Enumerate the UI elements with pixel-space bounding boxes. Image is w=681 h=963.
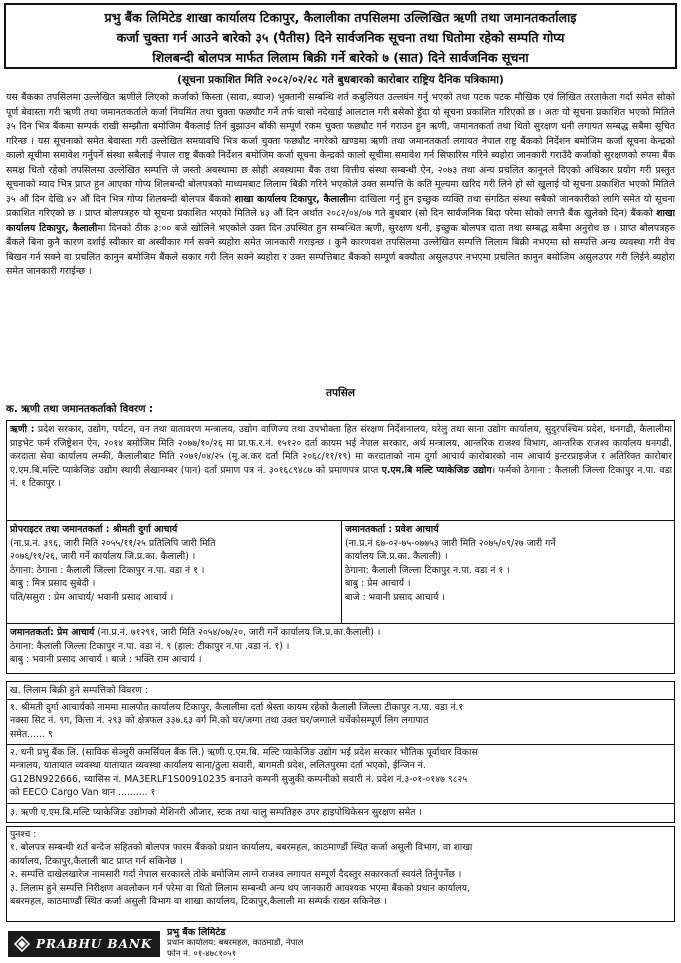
bank-name: प्रभु बैंक लिमिटेड (167, 927, 226, 938)
property-line: को EECO Cargo Van थान .......... १ (10, 787, 156, 799)
bank-info (167, 927, 303, 960)
property-line: ३. ऋणी ए.एम.बि.मल्टि प्याकेजिङ उद्योगको मेशिनरी औजार, स्टक तथा चालु सम्पतिहरु उपर हाइपोथिकेसन सुरक्षण समेत । (10, 807, 422, 818)
intro-text-2: मा दाखिला गर्नु हुन इच्छुक व्यक्ति तथा संगठित संस्था सबैको जानकारीको लागि समेत यो सूचना प्रकाशित गरिएको छ । प्राप्त बोलपत्रहरु यो सूचना प्रकाशित भएको मितिले ४३ औं दिन अर्थात २०८२/०४/०७ गते बुधबार (सो दिन सार्वजनिक बिदा परेमा सोको लगत्तै बैंक खुलेको दिन) बैंकको (6, 193, 675, 219)
header-line-3: शिलबन्दी बोलपत्र मार्फत लिलाम बिक्री गर्ने बारेको ७ (सात) दिने सार्वजनिक सूचना (152, 50, 529, 65)
intro-text-1: यस बैंकका तपसिलमा उल्लेखित ऋणीले लिएको कर्जाको किस्ता (सावा, ब्याज) भुक्तानी सम्बन्धि शर्त कबुलियत उल्लघंन गर्नु भएको तथा पटक पटक मौखिक एवं लिखित तरताकेता गर्दा समेत सोको पूर्ण बेवास्ता गरी ऋणी तथा जमानतकर्ताले कर्जा नियमित तथा चुक्ता फछ्यौट गर्ने तर्फ चासो नदेखाई आलटाल गरी बसेको हुँदा यो सूचना प्रकाशित गरिएको छ । अतः यो सूचना प्रकाशित भएको मितिले ३५ दिन भित्र बैंकमा सम्पर्क राखी सम्झौता बमोजिम बैंकलाई तिर्न बुझाउन बाँकी सम्पूर्ण रकम चुक्ता फछ्यौट गर्न गराउन हुन ऋणी, जमानतकर्ता तथा धितो सुरक्षण धनी लगायत सम्बद्ध सबैमा सूचित गरिन्छ । यस सूचनाको समेत बेवास्ता गरी उल्लेखित समयावधि भित्र कर्जा चुक्ता फछ्यौट नगरेको खण्डमा ऋणी तथा जमानतकर्ता लगायत नेपाल राष्ट्र बैंकको निर्देशन बमोजिम कर्जा सूचना केन्द्रको कालो सूचीमा समावेश गर्नुपर्ने संस्था सबैलाई नेपाल राष्ट्र बैंकको निर्देशन बमोजिम कर्जा सूचना केन्द्रको कालो सूचीमा समावेश गर्न सिफारिस गरिने ब्यहोरा जानकारी गराउँदै कर्जाको सुरक्षणको रुपमा बैंक समक्ष धितो रहेको तपसिलमा उल्लेखित सम्पत्ति जे जस्तो अवस्थामा छ सोही अवस्थामा बैंक तथा वित्तीय संस्था सम्बन्धी ऐन, २०७३ तथा अन्य प्रचलित कानूनले दिएको अधिकार प्रयोग गरी प्रस्तुत सूचनाको म्याद भित्र प्राप्त हुन आएका गोप्य शिलबन्दी बोलपत्रको माध्यमबाट लिलाम बिक्री गरिने भएकोले उक्त सम्पत्ति के कति मूल्यमा खरिद गरी लिने हो सो खुलाई यो सूचना प्रकाशित भएको मितिले ३५ औं दिन देखि ४२ औं दिन भित्र गोप्य शिलबन्दी बोलपत्र बैंकको (6, 92, 675, 205)
guarantor-1-line: (ना.प्र.नं ६७-०२-७५-०७७५३ जारी मिति २०७५/०९/२७ जारी गर्ने (345, 537, 556, 549)
section-kh-title: ख. लिलाम बिक्री हुने सम्पत्तिको विवरण : (10, 685, 148, 696)
branch-name-1: शाखा कार्यालय टिकापुर, कैलाली (234, 193, 349, 205)
branch-name-2: शाखा कार्यालय टिकापुर, कैलाली (6, 208, 675, 234)
guarantor-1-cell (345, 523, 673, 620)
borrower-text: प्रदेश सरकार, उद्योग, पर्यटन, वन तथा वातावरण मन्त्रालय, उद्योग वाणिज्य तथा उपभोक्ता हित संरक्षण निर्देशनालय, घरेलु तथा साना उद्योग कार्यालय, सुदुरपश्चिम प्रदेश, धनगढी, कैलालीमा प्राइभेट फर्म रजिष्ट्रेशन ऐन, २०१४ बमोजिम मिति २०७७/१०/२६ मा प्रा.फ.र.नं. १५१२० दर्ता कायम भई नेपाल सरकार, अर्थ मन्त्रालय, आन्तरिक राजश्व विभाग, आन्तरिक राजश्व कार्यालय धनगढी, करदाता सेवा कार्यालय लम्की, कैलालीबाट मिति २०७१/०४/२५ (मु.अ.कर दर्ता मिति २०६८/११/१९) मा करदाताको नाम दुर्गा आचार्य कारोबारको नाम आचार्य इन्टरप्राइजेज र अतिरिक्त कारोबार ए.एम.बि.मल्टि प्याकेजिङ उद्योग स्थायी लेखानम्बर (पान) दर्ता प्रमाण पत्र नं. ३०१६८९४८७ को प्रमाणपत्र प्राप्त (10, 424, 672, 476)
head-office: प्रधान कार्यालय: बबरमहल, काठमाडौं, नेपाल (167, 938, 304, 948)
proprietor-line: (ना.प्र.नं. ३९६, जारी मिति २०५५/११/२५ प्रतिलिपि जारी मिति (10, 537, 216, 549)
notice-header (4, 3, 677, 69)
property-item-2 (10, 746, 672, 802)
bank-emblem-icon (14, 936, 30, 952)
proprietor-cell (10, 523, 338, 620)
proprietor-father: बाबु : मित्र प्रसाद सुबेदी । (10, 578, 96, 590)
property-line: १. श्रीमती दुर्गा आचार्यको नाममा मालपोत कार्यालय टिकापुर, कैलालीमा दर्ता श्रेस्ता कायम रहेको कैलाली जिल्ला टीकापुर न.पा. वडा नं.१ (10, 702, 464, 713)
guarantor-1-father: बाबु : प्रेम आचार्य । (345, 578, 411, 590)
guarantor-2-id: (ना.प्र.नं. ७१२९१, जारी मिति २०५४/०७/२०, जारी गर्ने कार्यालय जि.प्र.का.कैलाली) । (94, 627, 381, 638)
header-line-1: प्रभु बैंक लिमिटेड शाखा कार्यालय टिकापुर, कैलालीका तपसिलमा उल्लिखित ऋणी तथा जमानतकर्तालाइ (104, 10, 577, 25)
postscript-note: १. बोलपत्र सम्बन्धी शर्त बन्देज सहितको बोलपत्र फारम बैंकको प्रधान कार्यालय, बबरमहल, काठमाण्डौं स्थित कर्जा असुली विभाग, वा शाखा (10, 842, 473, 854)
proprietor-spouse: पति/ससुरा : प्रेम आचार्य/ भवानी प्रसाद आचार्य । (10, 591, 174, 603)
guarantor-2-cell (10, 626, 672, 672)
guarantor-2-address: ठेगाना: कैलाली जिल्ला टिकापुर न.पा. वडा नं. ९ (हाल: टीकापुर न.पा .वडा नं. १) । (10, 640, 290, 652)
postscript-title: पुनश्च : (10, 829, 37, 840)
borrower-cell (10, 423, 672, 517)
intro-paragraph (6, 91, 675, 381)
guarantor-2-relatives: बाबु : भवानी प्रसाद आचार्य । बाजे : भक्ति राम आचार्य । (10, 654, 202, 666)
divider (6, 803, 675, 804)
property-item-3 (10, 806, 672, 821)
divider (6, 623, 675, 624)
guarantor-1-grandfather: बाजे : भवानी प्रसाद आचार्य । (345, 591, 445, 603)
borrower-firm-name: ए.एम.बि मल्टि प्याकेजिङ उद्योग (381, 464, 492, 476)
proprietor-line: २०७६/११/२६, जारी गर्ने कार्यालय जि.प्र.का. कैलाली) । (10, 551, 196, 563)
guarantor-2-line (10, 626, 672, 640)
phone-number: फोन नं. ०१-४७८१०५१ (167, 949, 237, 959)
divider (6, 744, 675, 745)
publication-note: (सूचना प्रकाशित मिति २०८२/०२/२८ गते बुधबारको कारोबार राष्ट्रिय दैनिक पत्रिकामा) (177, 74, 504, 86)
logo-text: PRABHU BANK (36, 937, 153, 951)
property-line: नक्सा सिट नं. ९ग, कित्ता नं. २९३ को क्षेत्रफल ३३७.६३ वर्ग मि.को घर/जग्गा तथा उक्त घर/जग्गाले चर्चेकोसम्पूर्ण लिग लगापात (10, 715, 429, 727)
postscript-note: २. सम्पत्ति दाखेलखारेज नामसारी गर्दा नेपाल सरकारले तोके बमोजिम लाग्ने राजश्व लगायत सम्पूर्ण दैदस्तुर सकारकर्ता स्वयंले तिर्नुपर्नेछ । (10, 869, 462, 881)
guarantor-1-line: कार्यालय जि.प्र.का. कैलाली) । (345, 551, 448, 563)
header-line-2: कर्जा चुक्ता गर्न आउने बारेको ३५ (पैतीस) दिने सार्वजनिक सूचना तथा धितोमा रहेको सम्पति गोप्य (116, 30, 565, 45)
proprietor-title: प्रोपराइटर तथा जमानतकर्ता : श्रीमती दुर्गा आचार्य (10, 524, 178, 535)
property-line: G12BN922666, च्यासिस नं. MA3ERLF1S00910235 बनाउने कम्पनी सुजुकी कम्पनीको सवारी नं. प्रदेश नं.३-०१-०१४७ ९८२५ (10, 773, 468, 785)
postscript (10, 828, 672, 920)
postscript-note: बबरमहल, काठमाण्डौं स्थित कर्जा असुली विभाग वा शाखा कार्यालय, टिकापुर,कैलाली मा सम्पर्क राख्न सकिनेछ । (10, 896, 387, 908)
tapsil-heading: तपसिल (326, 387, 355, 399)
postscript-note: कार्यालय, टिकापुर,कैलाली बाट प्राप्त गर्न सकिनेछ । (10, 855, 183, 867)
property-line: समेत...... ९ (10, 728, 53, 740)
property-line: २. धनी प्रभु बैंक लि. (साविक सेञ्चुरी कमर्सियल बैंक लि.) ऋणी ए.एम.बि. मल्टि प्याकेजिङ उद्योग भई प्रदेश सरकार भौतिक पूर्वाधार विकास (10, 747, 478, 758)
bank-logo (8, 931, 160, 957)
footer (4, 925, 677, 961)
borrower-address: । फर्मको ठेगाना : कैलाली जिल्ला टिकापुर न.पा. वडा नं. १ टिकापुर । (10, 464, 672, 490)
proprietor-address: ठेगाना: ठेगाना : कैलाली जिल्ला टिकापुर न.पा. वडा नं १ । (10, 564, 205, 576)
intro-text-3: मा दिनको ठीक ३:०० बजे खोलिने भएकोले उक्त दिन उपस्थित हुन सम्बन्धित ऋणी, सुरक्षण धनी, इच्छुक बोलपत्र दाता तथा सम्बद्ध सबैमा अनुरोध छ । प्राप्त बोलपत्रहरु बैंकले बिना कुनै कारण दर्शाई स्वीकार वा अस्वीकार गर्न सक्ने ब्यहोरा समेत जानकारी गराइन्छ । कुनै कारणवश तपसिलमा उल्लेखित सम्पत्ति लिलाम बिक्री नभएमा सो सम्पत्ति अन्य व्यवस्था गरी वेच बिखन गर्न सक्ने वा प्रचलित कानुन बमोजिम बैंकले सकार गरी लिन सक्ने ब्यहोरा र उक्त सम्पत्तिबाट बैंकको सम्पूर्ण बक्यौता असुलउपर नभएमा प्रचलित कानुन बमोजिम असुलउपर गरी लिईने ब्यहोरा समेत जानकारी गराईन्छ । (6, 222, 675, 277)
property-item-1 (10, 701, 672, 743)
property-line: मन्त्रालय, यातायात व्यवस्था यातायात व्यवस्था कार्यालय साना/ठुला सवारी, बागमती प्रदेश, ललितपुरमा दर्ता भएको, ईन्जिन नं. (10, 760, 426, 772)
borrower-label: ऋणी : (10, 424, 35, 435)
guarantor-1-title: जमानतकर्ता : प्रवेश आचार्य (345, 524, 439, 535)
divider (341, 520, 342, 623)
guarantor-1-address: ठेगाना: कैलाली जिल्ला टिकापुर न.पा. वडा नं १ । (345, 564, 510, 576)
divider (6, 699, 675, 700)
section-k-title: क. ऋणी तथा जमानतकर्ताको विवरण : (6, 404, 154, 415)
postscript-note: ३. लिलाम हुने सम्पत्ति निरीक्षण अवलोकन गर्न परेमा वा धितो लिलाम सम्बन्धी अन्य थप जानकारी आवश्यक भएमा बैंकको प्रधान कार्यालय, (10, 882, 471, 894)
guarantor-2-title: जमानतकर्ता: प्रेम आचार्य (10, 627, 95, 638)
